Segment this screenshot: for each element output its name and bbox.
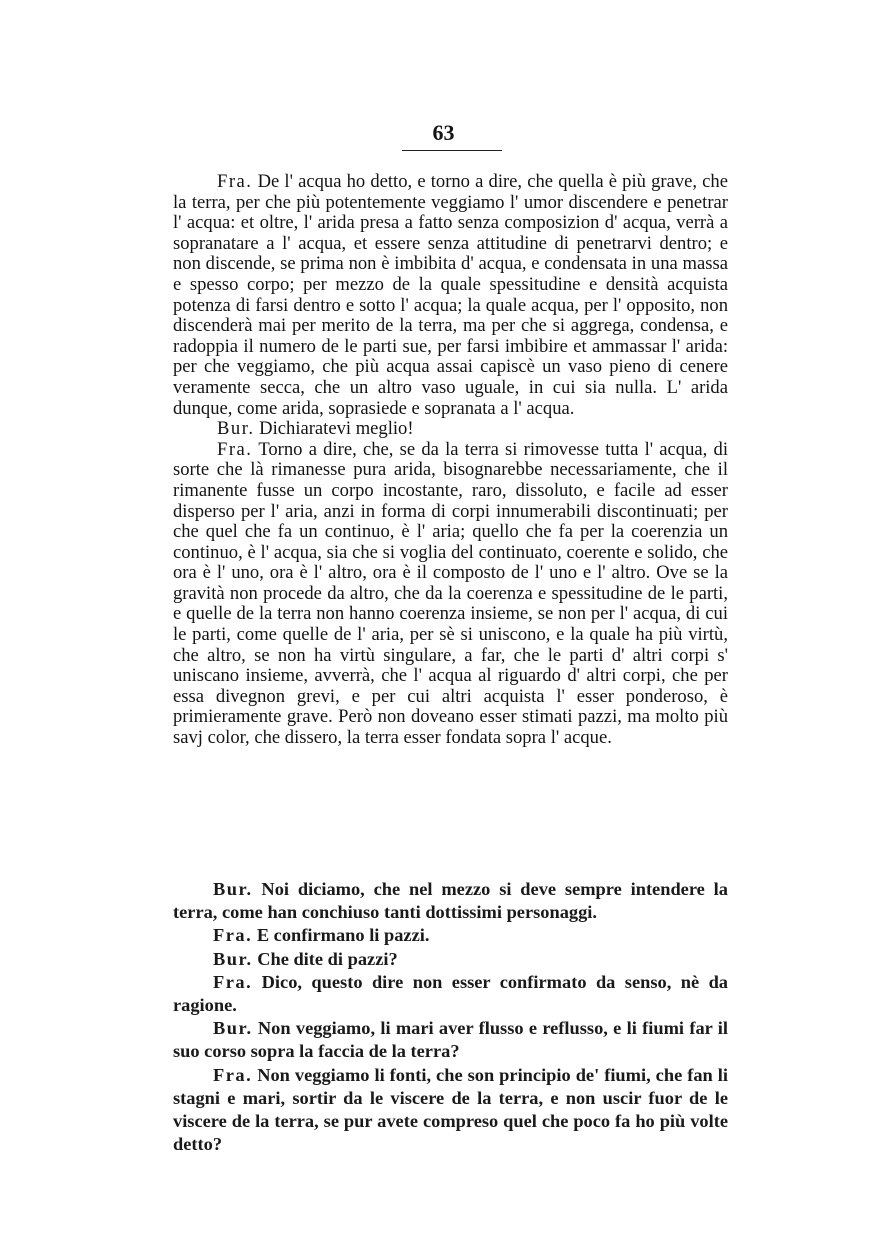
speaker-label: Bur. [213,879,253,899]
speaker-label: Fra. [217,438,253,460]
dialogue-paragraph [173,971,728,1017]
paragraph-text: Che dite di pazzi? [257,948,398,969]
dialogue-paragraph [173,1017,728,1063]
paragraph-text: Dico, questo dire non esser confirmato da senso, nè da ragione. [173,971,728,1016]
dialogue-paragraph [173,419,728,440]
speaker-label: Fra. [213,925,253,946]
speaker-label: Fra. [213,1064,253,1085]
speaker-label: Bur. [217,418,255,440]
paragraph-text: Dichiaratevi meglio! [259,418,414,440]
dialogue-paragraph [173,948,728,971]
paragraph-text: De l' acqua ho detto, e torno a dire, che quella è più grave, che la terra, per che più potentemente veggiamo l' umor discendere e penetrar l' acqua: et oltre, l' arida presa a fatto senza composizion d' acqua, verrà a sopranatare a l' acqua, et essere senza attitudine di penetrarvi dentro; e non discende, se prima non è imbibita d' acqua, e condensata in una massa e spesso corpo; per mezzo de la quale spessitudine e densità acquista potenza di farsi dentro e sotto l' acqua; la quale acqua, per l' opposito, non discenderà mai per merito de la terra, ma per che si aggrega, condensa, e radoppia il numero de le parti sue, per farsi imbibire et ammassar l' arida: per che veggiamo, che più acqua assai capiscè un vaso pieno di cenere veramente secca, che un altro vaso uguale, in cui sia nulla. L' arida dunque, come arida, soprasiede e sopranata a l' acqua. [173,171,728,419]
paragraph-text: Non veggiamo li fonti, che son principio de' fiumi, che fan li stagni e mari, sortir da le viscere de la terra, e non uscir fuor de le viscere de la terra, se pur avete compreso quel che poco fa ho più volte detto? [173,1064,728,1155]
dialogue-paragraph [173,878,728,924]
speaker-label: Fra. [217,171,253,192]
paragraph-text: Torno a dire, che, se da la terra si rimovesse tutta l' acqua, di sorte che là rimanesse pura arida, bisognarebbe necessariamente, che il rimanente fusse un corpo incostante, raro, dissoluto, e facile ad esser disperso per l' aria, anzi in forma di corpi innumerabili discontinuati; per che quel che fa un continuo, è l' aria; quello che fa per la coerenzia un continuo, è l' acqua, sia che si voglia del continuato, coerente e solido, che ora è l' uno, ora è l' altro, ora è il composto de l' uno e l' altro. Ove se la gravità non procede da altro, che da la coerenza e spessitudine de le parti, e quelle de la terra non hanno coerenza insieme, se non per l' acqua, di cui le parti, come quelle de l' aria, per sè si uniscono, e la quale ha più virtù, che altro, se non ha virtù singulare, a far, che le parti d' altri corpi s' uniscano insieme, avverrà, che l' acqua al riguardo d' altri corpi, che per essa divegnon grevi, e per cui altri acquista l' esser ponderoso, è primieramente grave. Però non doveano esser stimati pazzi, ma molto più savj color, che dissero, la terra esser fondata sopra l' acque. [173,438,728,749]
page-number: 63 [432,120,455,145]
dialogue-lower [173,878,728,1156]
dialogue-paragraph [173,1064,728,1157]
paragraph-text: Noi diciamo, che nel mezzo si deve sempre intendere la terra, come han conchiuso tanti dottissimi personaggi. [173,879,728,923]
dialogue-paragraph [173,172,728,419]
speaker-label: Bur. [213,1018,253,1039]
speaker-label: Bur. [213,948,253,969]
dialogue-paragraph [173,440,728,749]
dialogue-paragraph [173,924,728,947]
dialogue-upper [173,172,728,749]
speaker-label: Fra. [213,971,253,992]
paragraph-text: E confirmano li pazzi. [256,925,430,946]
paragraph-text: Non veggiamo, li mari aver flusso e reflusso, e li fiumi far il suo corso sopra la faccia de la terra? [173,1018,728,1062]
header-rule [402,150,502,151]
